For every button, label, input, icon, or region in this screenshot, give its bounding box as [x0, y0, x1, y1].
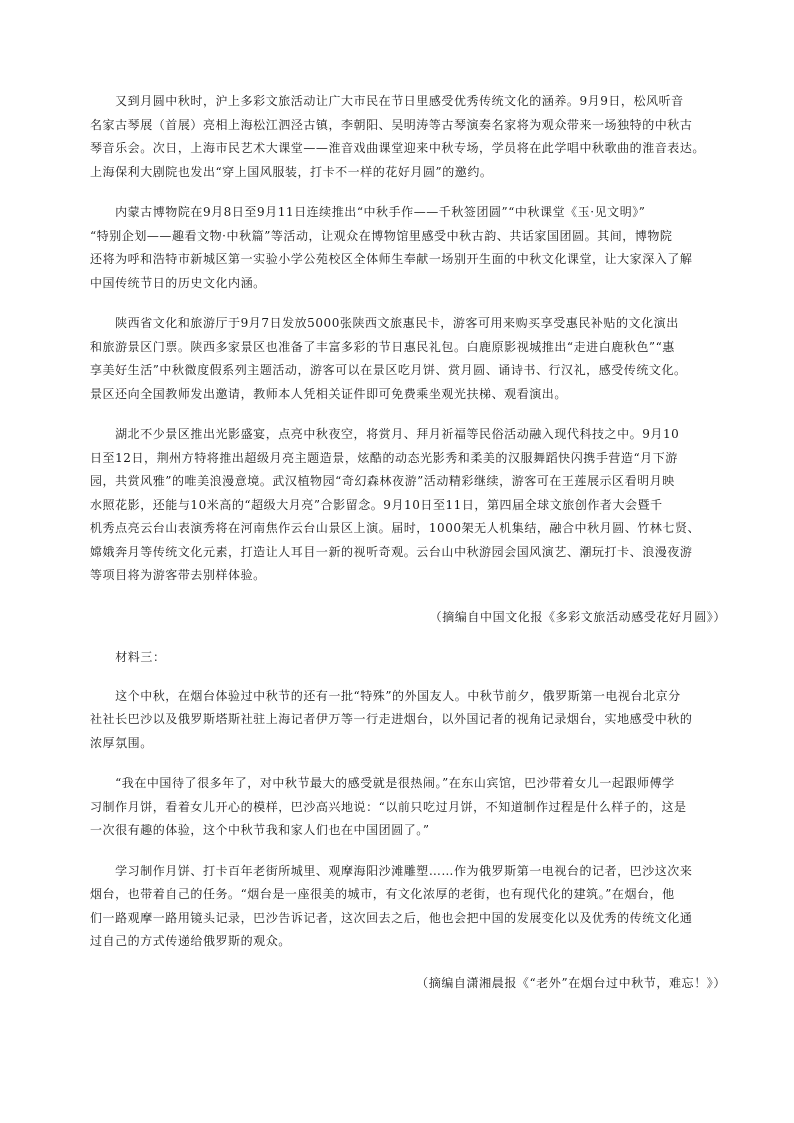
paragraph — [90, 312, 726, 406]
text-line: 等项目将为游客带去别样体验。 — [90, 568, 266, 582]
paragraph — [90, 201, 726, 295]
section-heading: 材料三： — [90, 649, 166, 664]
text-line: 陕西省文化和旅游厅于9月7日发放5000张陕西文旅惠民卡，游客可用来购买享受惠民补贴的文化演出 — [90, 316, 679, 330]
text-line: 日至12日，荆州方特将推出超级月亮主题造景，炫酷的动态光影秀和柔美的汉服舞蹈快闪携手营造“月下游 — [90, 450, 678, 465]
text-line: 烟台，也带着自己的任务。“烟台是一座很美的城市，有文化浓厚的老街，也有现代化的建筑。”在烟台，他 — [90, 887, 675, 901]
text-line: 享美好生活”中秋微度假系列主题活动，游客可以在景区吃月饼、赏月圆、诵诗书、行汉礼，感受传统文化。 — [90, 363, 687, 377]
text-line: 一次很有趣的体验，这个中秋节我和家人们也在中国团圆了。” — [90, 823, 430, 837]
text-line: 又到月圆中秋时，沪上多彩文旅活动让广大市民在节日里感受优秀传统文化的涵养。9月9日，松风听音 — [90, 94, 684, 108]
text-line: 们一路观摩一路用镜头记录，巴沙告诉记者，这次回去之后，他也会把中国的发展变化以及优秀的传统文化通 — [90, 910, 693, 925]
text-line: 这个中秋，在烟台体验过中秋节的还有一批“特殊”的外国友人。中秋节前夕，俄罗斯第一电视台北京分 — [90, 688, 681, 703]
text-line: 和旅游景区门票。陕西多家景区也准备了丰富多彩的节日惠民礼包。白鹿原影视城推出“走进白鹿秋色”“惠 — [90, 339, 675, 354]
text-line: 景区还向全国教师发出邀请，教师本人凭相关证件即可免费乘坐观光扶梯、观看演出。 — [90, 386, 567, 401]
text-line: 水照花影，还能与10米高的“超级大月亮”合影留念。9月10日至11日，第四届全球文旅创作者大会暨千 — [90, 497, 663, 512]
text-line: 浓厚氛围。 — [90, 735, 153, 750]
text-line: 机秀点亮云台山表演秀将在河南焦作云台山景区上演。届时，1000架无人机集结，融合中秋月圆、竹林七贤、 — [90, 521, 701, 535]
text-line: 中国传统节日的历史文化内涵。 — [90, 275, 266, 290]
text-line: 名家古琴展（首展）亮相上海松江泗泾古镇，李朝阳、吴明涛等古琴演奏名家将为观众带来一场独特的中秋古 — [90, 117, 693, 132]
text-line: 园，共赏风雅”的唯美浪漫意境。武汉植物园“奇幻森林夜游”活动精彩继续，游客可在王莲展示区看明月映 — [90, 474, 675, 488]
text-line: 上海保利大剧院也发出“穿上国风服装，打卡不一样的花好月圆”的邀约。 — [90, 164, 493, 179]
text-line: 内蒙古博物院在9月8日至9月11日连续推出“中秋手作——千秋签团圆”“中秋课堂《玉·见文明》” — [90, 205, 646, 219]
text-line: 湖北不少景区推出光影盛宴，点亮中秋夜空，将赏月、拜月祈福等民俗活动融入现代科技之中。9月10 — [90, 427, 680, 441]
paragraph — [90, 685, 726, 756]
document-body — [90, 90, 726, 1011]
paragraph — [90, 772, 726, 843]
text-line: “特别企划——趣看文物·中秋篇”等活动，让观众在博物馆里感受中秋古韵、共话家国团圆。其间，博物院 — [90, 228, 673, 243]
source-citation: （摘编自潇湘晨报《“老外”在烟台过中秋节，难忘！》） — [416, 975, 726, 990]
text-line: 过自己的方式传递给俄罗斯的观众。 — [90, 934, 291, 948]
text-line: 学习制作月饼、打卡百年老街所城里、观摩海阳沙滩雕塑……作为俄罗斯第一电视台的记者，巴沙这次来 — [90, 863, 693, 878]
text-line: 嫦娥奔月等传统文化元素，打造让人耳目一新的视听奇观。云台山中秋游园会国风演艺、潮玩打卡、浪漫夜游 — [90, 544, 693, 559]
text-line: 社社长巴沙以及俄罗斯塔斯社驻上海记者伊万等一行走进烟台，以外国记者的视角记录烟台，实地感受中秋的 — [90, 712, 693, 726]
paragraph — [90, 860, 726, 954]
text-line: 习制作月饼，看着女儿开心的模样，巴沙高兴地说：“以前只吃过月饼，不知道制作过程是什么样子的，这是 — [90, 799, 687, 814]
paragraph — [90, 90, 726, 184]
text-line: 琴音乐会。次日，上海市民艺术大课堂——淮音戏曲课堂迎来中秋专场，学员将在此学唱中秋歌曲的淮音表达。 — [90, 141, 705, 155]
text-line: 还将为呼和浩特市新城区第一实验小学公苑校区全体师生奉献一场别开生面的中秋文化课堂，让大家深入了解 — [90, 252, 693, 266]
text-line: “我在中国待了很多年了，对中秋节最大的感受就是很热闹。”在东山宾馆，巴沙带着女儿一起跟师傅学 — [90, 776, 675, 790]
source-citation: （摘编自中国文化报《多彩文旅活动感受花好月圆》） — [429, 609, 726, 624]
paragraph — [90, 423, 726, 588]
